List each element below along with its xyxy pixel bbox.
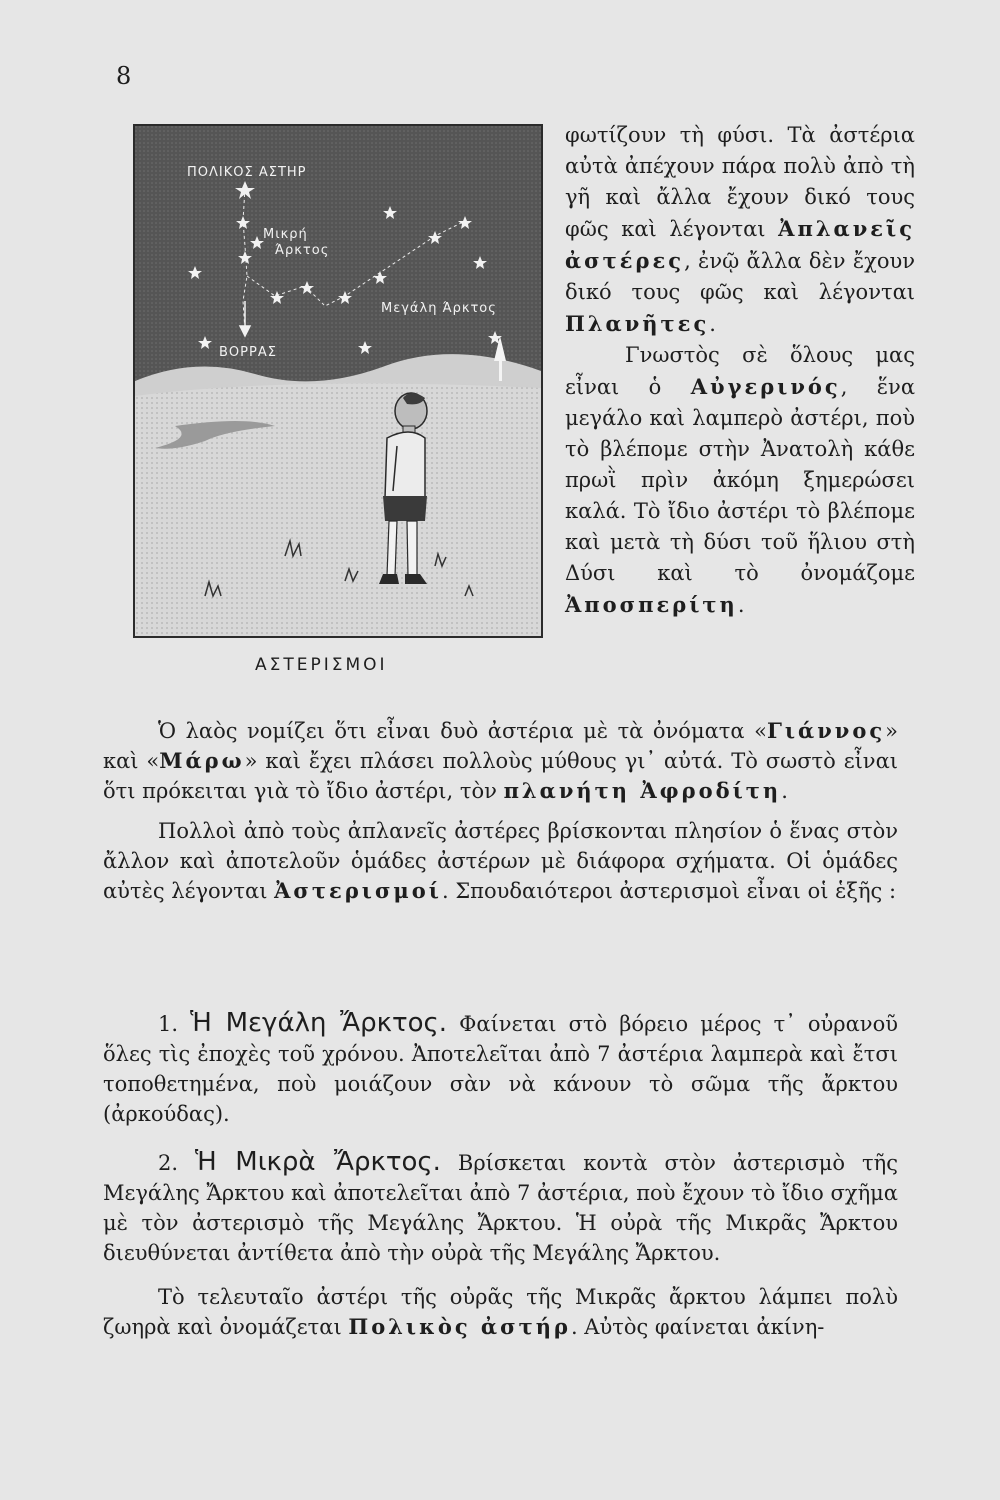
paragraph-polar-star: Τὸ τελευταῖο ἀστέρι τῆς οὐρᾶς τῆς Μικρᾶς ἄρκτου λάμπει πολὺ ζωηρὰ καὶ ὀνομάζεται Πολικὸς ἀστήρ. Αὐτὸς φαίνεται ἀκίνη-: [103, 1285, 898, 1339]
term-morning-star: Αὐγερινός: [690, 374, 841, 399]
ground: [135, 384, 541, 637]
label-polar-star: ΠΟΛΙΚΟΣ ΑΣΤΗΡ: [187, 165, 307, 180]
side-column: [565, 120, 915, 621]
label-little-bear-1: Μικρή: [263, 227, 308, 242]
term-constellations: Ἀστερισμοί: [274, 878, 442, 903]
paragraph-venus: Ὁ λαὸς νομίζει ὅτι εἶναι δυὸ ἀστέρια μὲ τὰ ὀνόματα «Γιάννος» καὶ «Μάρω» καὶ ἔχει πλάσει πολλοὺς μύθους γι᾿ αὐτά. Τὸ σωστὸ εἶναι ὅτι πρόκειται γιὰ τὸ ἴδιο ἀστέρι, τὸν πλανήτη Ἀφροδίτη.: [103, 718, 898, 803]
main-text-upper: [103, 716, 898, 906]
item-title-little-bear: Ἡ Μικρὰ Ἄρκτος.: [195, 1147, 441, 1177]
main-text-lower: [103, 1008, 898, 1342]
list-item-little-bear: 2. Ἡ Μικρὰ Ἄρκτος. Βρίσκεται κοντὰ στὸν ἀστερισμὸ τῆς Μεγάλης Ἄρκτου καὶ ἀποτελεῖται ἀπὸ 7 ἀστέρια, ποὺ ἔχουν τὸ ἴδιο σχῆμα μὲ τὸν ἀστερισμὸ τῆς Μεγάλης Ἄρκτου. Ἡ οὐρὰ τῆς Μικρᾶς Ἄρκτου διευθύνεται ἀντίθετα ἀπὸ τὴν οὐρὰ τῆς Μεγάλης Ἄρκτου.: [103, 1147, 898, 1265]
paragraph-stars: φωτίζουν τὴ φύσι. Τὰ ἀστέρια αὐτὰ ἀπέχουν πάρα πολὺ ἀπὸ τὴ γῆ καὶ ἄλλα ἔχουν δικό τους φῶς καὶ λέγονται Ἀπλανεῖς ἀστέρες, ἐνῷ ἄλλα δὲν ἔχουν δικό τους φῶς καὶ λέγονται Πλανῆτες.: [565, 123, 915, 336]
item-number: 1.: [158, 1012, 179, 1036]
label-little-bear-2: Άρκτος: [275, 243, 330, 258]
label-north: ΒΟΡΡΑΣ: [219, 345, 277, 360]
term-evening-star: Ἀποσπερίτη: [565, 592, 738, 617]
term-venus: πλανήτη Ἀφροδίτη: [503, 778, 782, 803]
page-number: 8: [116, 62, 132, 90]
item-number: 2.: [158, 1151, 179, 1175]
list-item-big-bear: 1. Ἡ Μεγάλη Ἄρκτος. Φαίνεται στὸ βόρειο μέρος τ᾿ οὐρανοῦ ὅλες τὶς ἐποχὲς τοῦ χρόνου. Ἀποτελεῖται ἀπὸ 7 ἀστέρια λαμπερὰ καὶ ἔτσι τοποθετημένα, ποὺ μοιάζουν σὰν νὰ κάνουν τὸ σῶμα τῆς ἄρκτου (ἀρκούδας).: [103, 1008, 898, 1126]
term-giannos: Γιάννος: [766, 718, 886, 743]
term-polar-star: Πολικὸς ἀστήρ: [348, 1314, 571, 1339]
term-fixed-stars: Ἀπλανεῖς ἀστέρες: [565, 216, 915, 273]
term-maro: Μάρω: [159, 748, 245, 773]
figure-caption: ΑΣΤΕΡΙΣΜΟΙ: [255, 655, 388, 675]
term-planets: Πλανῆτες: [565, 311, 710, 336]
item-title-big-bear: Ἡ Μεγάλη Ἄρκτος.: [190, 1008, 448, 1038]
paragraph-morning-star: Γνωστὸς σὲ ὅλους μας εἶναι ὁ Αὐγερινός, ἕνα μεγάλο καὶ λαμπερὸ ἀστέρι, ποὺ τὸ βλέπομε στὴν Ἀνατολὴ κάθε πρωῒ πρὶν ἀκόμη ξημερώσει καλά. Τὸ ἴδιο ἀστέρι τὸ βλέπομε καὶ μετὰ τὴ δύσι τοῦ ἥλιου στὴ Δύσι καὶ τὸ ὀνομάζομε Ἀποσπερίτη.: [565, 343, 915, 617]
constellations-illustration: [133, 124, 543, 638]
paragraph-constellations: Πολλοὶ ἀπὸ τοὺς ἀπλανεῖς ἀστέρες βρίσκονται πλησίον ὁ ἕνας στὸν ἄλλον καὶ ἀποτελοῦν ὁμάδες ἀστέρων μὲ διάφορα σχήματα. Οἱ ὁμάδες αὐτὲς λέγονται Ἀστερισμοί. Σπουδαιότεροι ἀστερισμοὶ εἶναι οἱ ἑξῆς :: [103, 819, 898, 903]
label-big-bear: Μεγάλη Άρκτος: [381, 301, 497, 316]
